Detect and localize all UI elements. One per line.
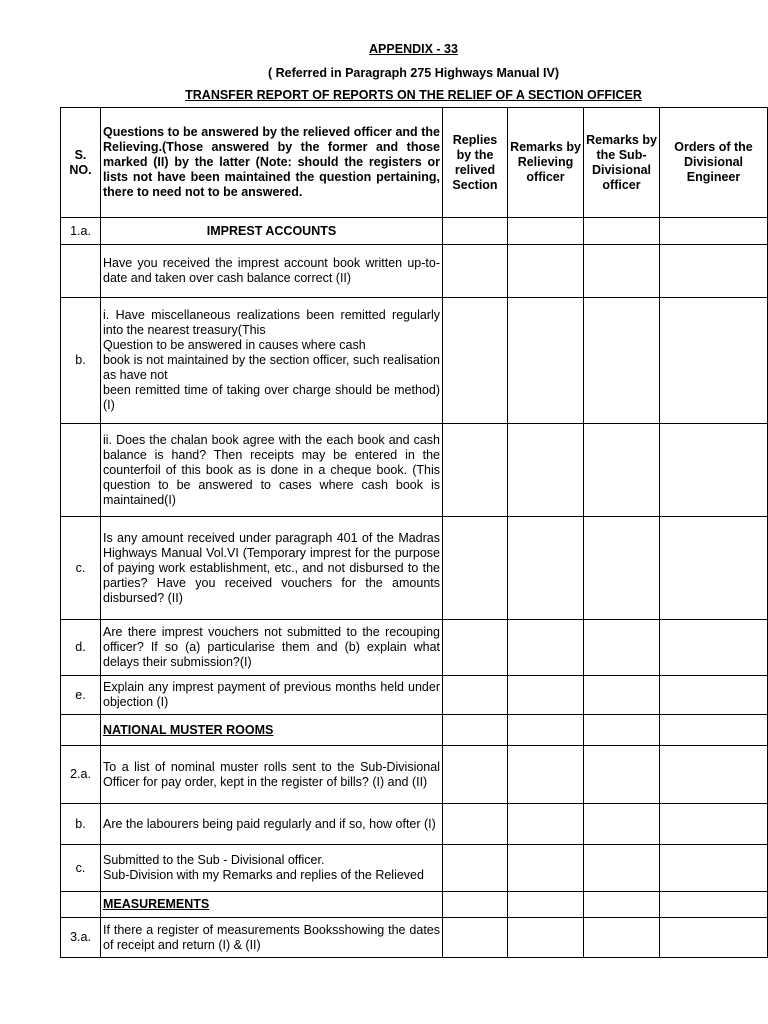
remarks-subdiv-cell[interactable]	[584, 804, 660, 845]
table-row	[61, 620, 768, 676]
referred-paragraph: ( Referred in Paragraph 275 Highways Manual IV)	[267, 66, 560, 80]
appendix-heading: APPENDIX - 33	[369, 42, 458, 56]
remarks-subdiv-cell[interactable]	[584, 715, 660, 746]
orders-cell[interactable]	[660, 892, 768, 918]
row-sno	[61, 245, 101, 298]
table-row	[61, 804, 768, 845]
transfer-report-table	[60, 107, 768, 958]
remarks-subdiv-cell[interactable]	[584, 218, 660, 245]
row-sno	[61, 715, 101, 746]
question-text: Have you received the imprest account book written up-to-date and taken over cash balance correct (II)	[101, 245, 443, 298]
orders-cell[interactable]	[660, 746, 768, 804]
remarks-relieving-cell[interactable]	[508, 245, 584, 298]
remarks-relieving-cell[interactable]	[508, 746, 584, 804]
orders-cell[interactable]	[660, 676, 768, 715]
question-text: Are the labourers being paid regularly and if so, how ofter (I)	[101, 804, 443, 845]
reply-cell[interactable]	[443, 746, 508, 804]
remarks-relieving-cell[interactable]	[508, 676, 584, 715]
row-sno: 2.a.	[61, 746, 101, 804]
col-header-remarks-subdiv: Remarks by the Sub-Divisional officer	[584, 108, 660, 218]
remarks-subdiv-cell[interactable]	[584, 845, 660, 892]
col-header-remarks-relieving: Remarks by Relieving officer	[508, 108, 584, 218]
remarks-subdiv-cell[interactable]	[584, 245, 660, 298]
question-text: Are there imprest vouchers not submitted to the recouping officer? If so (a) particularise them and (b) explain what delays their submission?(I)	[101, 620, 443, 676]
table-row	[61, 715, 768, 746]
orders-cell[interactable]	[660, 245, 768, 298]
orders-cell[interactable]	[660, 298, 768, 424]
reply-cell[interactable]	[443, 218, 508, 245]
reply-cell[interactable]	[443, 245, 508, 298]
row-sno	[61, 424, 101, 517]
orders-cell[interactable]	[660, 715, 768, 746]
col-header-replies: Replies by the relived Section	[443, 108, 508, 218]
remarks-relieving-cell[interactable]	[508, 715, 584, 746]
row-sno: 1.a.	[61, 218, 101, 245]
question-text: i. Have miscellaneous realizations been remitted regularly into the nearest treasury(This Question to be answered in causes where cash book is not maintained by the section officer, such realisation as have not been remitted time of taking over charge should be method)(I)	[101, 298, 443, 424]
reply-cell[interactable]	[443, 620, 508, 676]
question-text: If there a register of measurements Booksshowing the dates of receipt and return (I) & (II)	[101, 918, 443, 958]
remarks-relieving-cell[interactable]	[508, 218, 584, 245]
row-sno: e.	[61, 676, 101, 715]
row-sno: 3.a.	[61, 918, 101, 958]
reply-cell[interactable]	[443, 424, 508, 517]
section-heading-measurements: MEASUREMENTS	[101, 892, 443, 918]
section-heading-muster: NATIONAL MUSTER ROOMS	[101, 715, 443, 746]
row-sno: c.	[61, 845, 101, 892]
remarks-subdiv-cell[interactable]	[584, 620, 660, 676]
row-sno: c.	[61, 517, 101, 620]
row-sno: b.	[61, 804, 101, 845]
question-text: ii. Does the chalan book agree with the each book and cash balance is hand? Then receipts may be entered in the counterfoil of this book as is done in a cheque book. (This question to be answered to cases where cash book is maintained(I)	[101, 424, 443, 517]
remarks-subdiv-cell[interactable]	[584, 676, 660, 715]
row-sno	[61, 892, 101, 918]
reply-cell[interactable]	[443, 517, 508, 620]
col-header-sno: S. NO.	[61, 108, 101, 218]
table-row	[61, 746, 768, 804]
orders-cell[interactable]	[660, 218, 768, 245]
orders-cell[interactable]	[660, 620, 768, 676]
reply-cell[interactable]	[443, 804, 508, 845]
remarks-relieving-cell[interactable]	[508, 804, 584, 845]
table-header-row	[61, 108, 768, 218]
remarks-subdiv-cell[interactable]	[584, 424, 660, 517]
row-sno: d.	[61, 620, 101, 676]
table-row	[61, 892, 768, 918]
remarks-subdiv-cell[interactable]	[584, 298, 660, 424]
col-header-orders: Orders of the Divisional Engineer	[660, 108, 768, 218]
table-row	[61, 218, 768, 245]
reply-cell[interactable]	[443, 715, 508, 746]
table-row	[61, 245, 768, 298]
remarks-relieving-cell[interactable]	[508, 424, 584, 517]
question-text: To a list of nominal muster rolls sent to the Sub-Divisional Officer for pay order, kept in the register of bills? (I) and (II)	[101, 746, 443, 804]
remarks-relieving-cell[interactable]	[508, 620, 584, 676]
remarks-subdiv-cell[interactable]	[584, 746, 660, 804]
remarks-relieving-cell[interactable]	[508, 517, 584, 620]
table-row	[61, 918, 768, 958]
table-row	[61, 845, 768, 892]
reply-cell[interactable]	[443, 676, 508, 715]
question-text: Explain any imprest payment of previous months held under objection (I)	[101, 676, 443, 715]
remarks-relieving-cell[interactable]	[508, 845, 584, 892]
report-title: TRANSFER REPORT OF REPORTS ON THE RELIEF OF A SECTION OFFICER	[185, 88, 642, 102]
remarks-subdiv-cell[interactable]	[584, 892, 660, 918]
orders-cell[interactable]	[660, 845, 768, 892]
question-text: Submitted to the Sub - Divisional officer. Sub-Division with my Remarks and replies of the Relieved	[101, 845, 443, 892]
remarks-subdiv-cell[interactable]	[584, 918, 660, 958]
orders-cell[interactable]	[660, 804, 768, 845]
reply-cell[interactable]	[443, 298, 508, 424]
remarks-relieving-cell[interactable]	[508, 298, 584, 424]
question-text: Is any amount received under paragraph 401 of the Madras Highways Manual Vol.VI (Temporary imprest for the purpose of paying work establishment, etc., and not disbursed to the parties? Have you received vouchers for the amounts disbursed? (II)	[101, 517, 443, 620]
orders-cell[interactable]	[660, 918, 768, 958]
row-sno: b.	[61, 298, 101, 424]
table-row	[61, 517, 768, 620]
table-row	[61, 424, 768, 517]
orders-cell[interactable]	[660, 424, 768, 517]
reply-cell[interactable]	[443, 918, 508, 958]
remarks-relieving-cell[interactable]	[508, 918, 584, 958]
remarks-relieving-cell[interactable]	[508, 892, 584, 918]
table-row	[61, 676, 768, 715]
orders-cell[interactable]	[660, 517, 768, 620]
section-heading-imprest: IMPREST ACCOUNTS	[101, 218, 443, 245]
reply-cell[interactable]	[443, 892, 508, 918]
remarks-subdiv-cell[interactable]	[584, 517, 660, 620]
table-row	[61, 298, 768, 424]
reply-cell[interactable]	[443, 845, 508, 892]
col-header-questions: Questions to be answered by the relieved officer and the Relieving.(Those answered by the former and those marked (II) by the latter (Note: should the registers or lists not have been maintained the question pertaining, there to need not to be answered.	[101, 108, 443, 218]
